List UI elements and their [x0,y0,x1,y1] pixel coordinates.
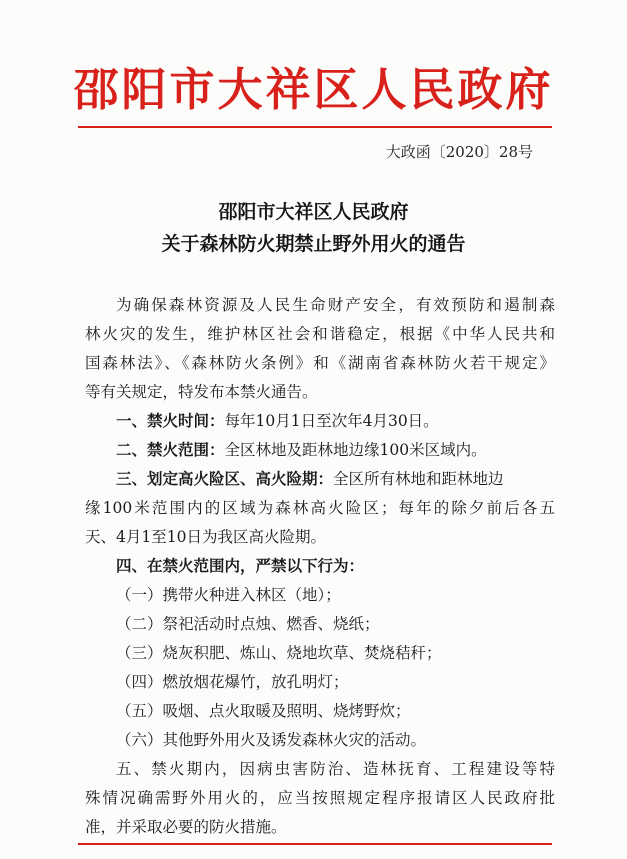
notice-title-line-1: 邵阳市大祥区人民政府 [218,201,409,223]
prohibition-item: （四）燃放烟花爆竹，放孔明灯； [116,673,349,691]
item-burn-area [116,439,586,461]
prohibition-item: （三）烧灰积肥、炼山、烧地坎草、焚烧秸秆； [116,644,442,662]
letterhead-rule [78,126,552,128]
bottom-rule [78,843,552,845]
intro-line: 国森林法》、《森林防火条例》和《湖南省森林防火若干规定》 [85,354,555,372]
item-exception-line: 五、禁火期内，因病虫害防治、造林抚育、工程建设等特 [116,760,555,778]
item-text-line: 缘100米范围内的区域为森林高火险区；每年的除夕前后各五 [85,499,555,517]
item-text: 全区林地及距林地边缘100米区域内。 [224,441,487,459]
letterhead-title: 邵阳市大祥区人民政府 [73,63,554,116]
prohibition-item: （六）其他野外用火及诱发森林火灾的活动。 [116,731,427,749]
item-exception-line: 准，并采取必要的防火措施。 [85,818,287,836]
intro-line: 林火灾的发生，维护林区社会和谐稳定，根据《中华人民共和 [85,325,555,343]
item-exception-line: 殊情况确需野外用火的，应当按照规定程序报请区人民政府批 [85,789,555,807]
notice-title-line-2: 关于森林防火期禁止野外用火的通告 [161,233,466,255]
intro-line: 等有关规定，特发布本禁火通告。 [85,383,318,401]
prohibition-item: （五）吸烟、点火取暖及照明、烧烤野炊； [116,702,411,720]
item-heading: 三、划定高火险区、高火险期： [116,469,334,488]
prohibition-item: （一）携带火种进入林区（地）； [116,586,341,604]
item-prohibitions-heading: 四、在禁火范围内，严禁以下行为： [116,556,365,575]
item-high-risk [116,468,586,490]
item-text-line: 天、4月1至10日为我区高火险期。 [85,528,326,546]
item-burn-period [116,410,586,432]
item-heading: 二、禁火范围： [116,440,225,459]
prohibition-item: （二）祭祀活动时点烛、燃香、烧纸； [116,615,380,633]
item-heading: 一、禁火时间： [116,411,225,430]
document-number: 大政函〔2020〕28号 [385,143,533,161]
intro-line: 为确保森林资源及人民生命财产安全，有效预防和遏制森 [116,296,555,314]
item-text: 全区所有林地和距林地边 [333,470,504,488]
item-text: 每年10月1日至次年4月30日。 [224,412,439,430]
